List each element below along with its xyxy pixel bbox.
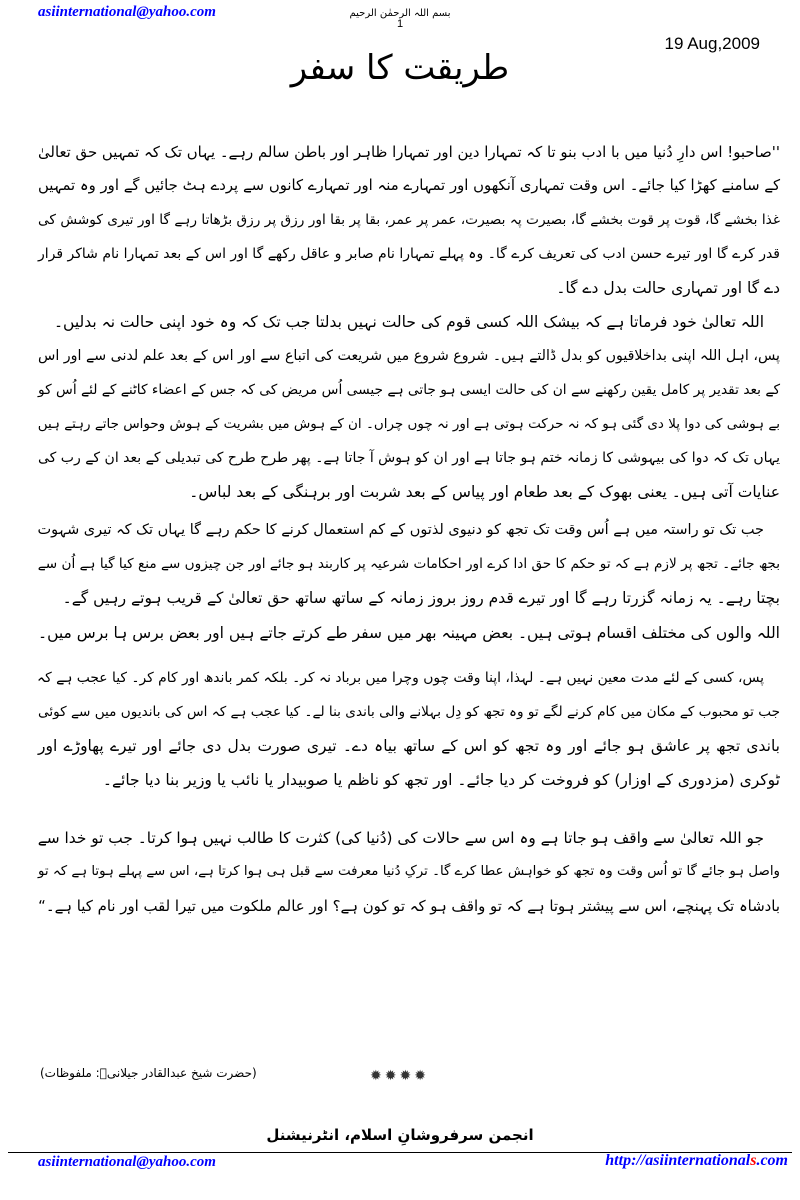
text-line: باندی تجھ پر عاشق ہو جائے اور وہ تجھ کو اس کے ساتھ بیاہ دے۔ تیری صورت بدل دی جائے اور تیرے پھاوڑے اور xyxy=(38,737,780,755)
page-number: 1 xyxy=(396,18,404,30)
date: 19 Aug,2009 xyxy=(664,34,760,53)
text-line: دے گا اور تمہاری حالت بدل دے گا۔ xyxy=(556,279,780,297)
text-line: غذا بخشے گا، قوت پر قوت بخشے گا، بصیرت پہ بصیرت، عمر پر عمر، بقا پر بقا اور رزق پر رزق بڑھاتا رہے گا اور تیری کوشش کی xyxy=(38,212,780,228)
text-line: بچتا رہے۔ یہ زمانہ گزرتا رہے گا اور تیرے قدم روز بروز زمانہ کے ساتھ ساتھ حق تعالیٰ کے قریب ہوتے رہیں گے۔ xyxy=(62,589,780,607)
text-line: پس، اہل اللہ اپنی بداخلاقیوں کو بدل ڈالتے ہیں۔ شروع شروع میں شریعت کی اتباع سے اور اس کے بعد علم لدنی سے اور اس xyxy=(38,348,780,364)
page-title: طریقت کا سفر xyxy=(290,48,510,88)
header-email-link[interactable]: asiinternational@yahoo.com xyxy=(38,4,216,20)
text-line: پس، کسی کے لئے مدت معین نہیں ہے۔ لہذا، اپنا وقت چوں وچرا میں برباد نہ کر۔ بلکہ کمر باندھ اور کام کر۔ کیا عجب ہے کہ xyxy=(36,670,764,686)
text-line: کے سامنے کھڑا کیا جائے۔ اس وقت تمہاری آنکھوں اور تمہارے منہ اور تمہارے کانوں سے پردے ہٹ جائیں گے اور وہ تمہیں xyxy=(38,177,780,194)
url-highlight: s xyxy=(750,1152,757,1169)
text-line: ٹوکری (مزدوری کے اوزار) کو فروخت کر دیا جائے۔ اور تجھ کو ناظم یا صوبیدار یا نائب یا وزیر بنا دیا جائے۔ xyxy=(102,771,780,789)
text-line: بجھ جائے۔ تجھ پر لازم ہے کہ تو حکم کا حق ادا کرے اور احکامات شرعیہ پر کاربند ہو جائے اور جن چیزوں سے منع کیا گیا ہے اُن سے xyxy=(37,556,780,572)
organization-name: انجمن سرفروشانِ اسلام، انٹرنیشنل xyxy=(266,1126,534,1144)
text-line: بادشاہ تک پہنچے، اس سے پیشتر ہوتا ہے کہ تو واقف ہو کہ تو کون ہے؟ اور عالم ملکوت میں تیرا لقب اور نام کیا ہے۔“ xyxy=(38,897,780,915)
text-line: واصل ہو جائے گا تو اُس وقت وہ تجھ کو خواہش عطا کرے گا۔ ترکِ دُنیا معرفت سے قبل ہی ہوا کرتا ہے، اس سے پہلے ہوتا ہے کہ تو xyxy=(38,864,780,879)
attribution: (حضرت شیخ عبدالقادر جیلانیؒ: ملفوظات) xyxy=(40,1066,257,1080)
text-line: جو اللہ تعالیٰ سے واقف ہو جاتا ہے وہ اس سے حالات کی (دُنیا کی) کثرت کا طالب نہیں ہوا کرتا۔ جب تو خدا سے xyxy=(37,829,764,847)
star-ornament-icon: ✹✹✹✹ xyxy=(370,1068,429,1084)
footer-email-link[interactable]: asiinternational@yahoo.com xyxy=(38,1154,216,1170)
url-end: .com xyxy=(756,1152,788,1169)
text-line: کے بعد تقدیر پر کامل یقین رکھنے سے ان کی حالت ایسی ہو جاتی ہے جیسی اُس مریض کی کہ جس کے اعضاء کاٹنے کے لئے اُس کو xyxy=(38,382,780,398)
text-line: قدر کرے گا اور تیرے حسن ادب کی تعریف کرے گا۔ وہ پہلے تمہارا نام صابر و عاقل رکھے گا اور اس کے بعد تمہارا نام شاکر قرار xyxy=(38,246,780,262)
website-link[interactable] xyxy=(605,1152,788,1170)
text-line: بے ہوشی کی دوا پلا دی گئی ہو کہ نہ حرکت ہوتی ہے اور نہ چوں چراں۔ ان کے ہوش میں بشریت کے ہوش وحواس جاتے رہتے ہیں xyxy=(37,416,780,432)
text-line: جب تک تو راستہ میں ہے اُس وقت تک تجھ کو دنیوی لذتوں کے کم استعمال کرنے کا حکم رہے گا یہاں تک کہ تیری شہوت xyxy=(37,522,764,538)
url-main: http://asiinternational xyxy=(605,1152,751,1169)
text-line: عنایات آتی ہیں۔ یعنی بھوک کے بعد طعام اور پیاس کے بعد شربت اور برہنگی کے بعد لباس۔ xyxy=(189,483,780,501)
text-line: جب تو محبوب کے مکان میں کام کرنے لگے تو وہ تجھ کو دِل بہلانے والی باندی بنا لے۔ کیا عجب ہے کہ اس کی باندیوں میں سے کوئی xyxy=(38,704,780,720)
text-line: اللہ تعالیٰ خود فرماتا ہے کہ بیشک اللہ کسی قوم کی حالت نہیں بدلتا جب تک کہ وہ خود اپنی حالت نہ بدلیں۔ xyxy=(53,313,765,331)
text-line: یہاں تک کہ دوا کی بیہوشی کا زمانہ ختم ہو جاتا ہے اور ان کو ہوش آ جاتا ہے۔ پھر طرح طرح کی تبدیلی کے بعد ان کے رب کی xyxy=(38,450,780,466)
text-line: ''صاحبو! اس دارِ دُنیا میں با ادب بنو تا کہ تمہارا دین اور تمہارا ظاہر اور باطن سالم رہے۔ یہاں تک کہ تمہیں حق تعالیٰ xyxy=(38,143,780,161)
bismillah: بسم اللہ الرحمٰن الرحیم xyxy=(349,8,451,19)
text-line: اللہ والوں کی مختلف اقسام ہوتی ہیں۔ بعض مہینہ بھر میں سفر طے کرتے جاتے ہیں اور بعض برس ہا برس میں۔ xyxy=(38,624,780,642)
